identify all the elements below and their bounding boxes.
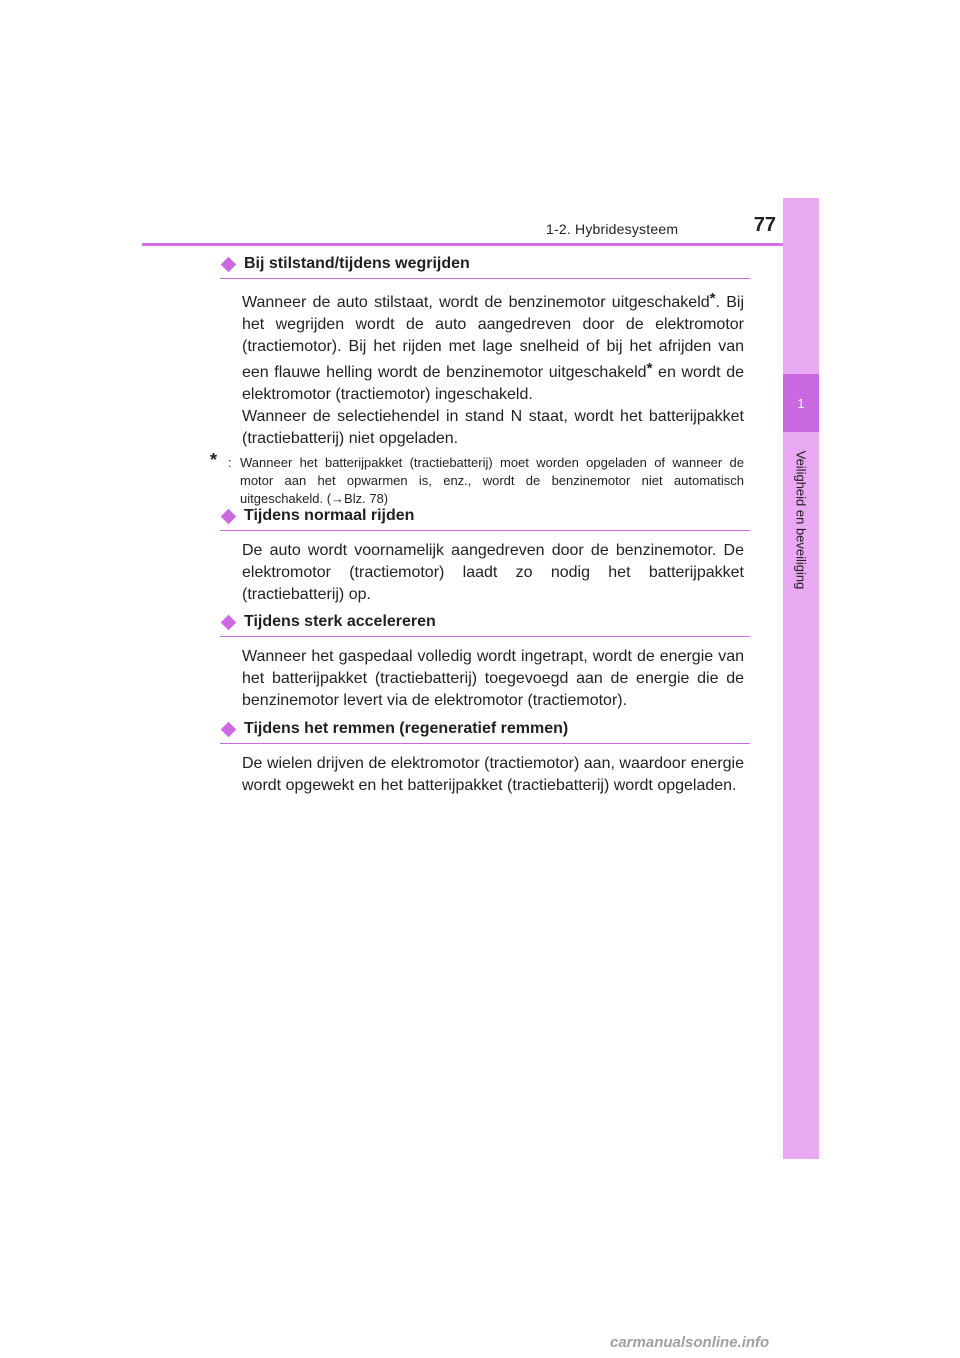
footnote-star-icon: * bbox=[210, 450, 218, 470]
text-run: Wanneer de auto stilstaat, wordt de benzinemotor uitgeschakeld bbox=[242, 294, 710, 311]
text-run: en wordt de elektromotor (tractiemotor) ingeschakeld. bbox=[242, 364, 744, 403]
section-normaal-rijden bbox=[220, 504, 750, 606]
section-title: Bij stilstand/tijdens wegrijden bbox=[244, 255, 470, 272]
section-heading bbox=[220, 610, 750, 637]
text-run: . Bij het wegrijden wordt de auto aangedreven door de elektromotor (tractiemotor). Bij het rijden met lage snelheid of bij het afrijden van een flauwe helling wordt de benzinemotor uitgeschakeld bbox=[242, 294, 745, 381]
chapter-title: 1-2. Hybridesysteem bbox=[546, 221, 679, 237]
diamond-bullet-icon bbox=[221, 256, 237, 272]
chapter-tab-number[interactable]: 1 bbox=[783, 374, 819, 432]
paragraph: Wanneer het gaspedaal volledig wordt ingetrapt, wordt de energie van het batterijpakket (tractiebatterij) toegevoegd aan de energie die de benzinemotor levert via de elektromotor (tractiemotor). bbox=[242, 648, 744, 709]
chapter-tab-label: Veiligheid en beveiliging bbox=[793, 450, 809, 590]
diamond-bullet-icon bbox=[221, 614, 237, 630]
section-body bbox=[242, 288, 744, 450]
chapter-side-tab[interactable] bbox=[783, 198, 819, 1159]
section-stilstand bbox=[210, 252, 750, 508]
section-title: Tijdens normaal rijden bbox=[244, 507, 415, 524]
section-sterk-accelereren bbox=[220, 610, 750, 712]
paragraph bbox=[242, 288, 744, 406]
footnote-star-icon: * bbox=[646, 360, 653, 377]
header-divider bbox=[142, 243, 819, 246]
section-title: Tijdens het remmen (regeneratief remmen) bbox=[244, 720, 569, 737]
footnote-colon: : bbox=[228, 455, 232, 470]
page-number: 77 bbox=[753, 214, 776, 236]
footnote bbox=[210, 450, 744, 508]
section-body bbox=[242, 646, 744, 712]
section-title: Tijdens sterk accelereren bbox=[244, 613, 436, 630]
diamond-bullet-icon bbox=[221, 721, 237, 737]
paragraph: De wielen drijven de elektromotor (tractiemotor) aan, waardoor energie wordt opgewekt en het batterijpakket (tractiebatterij) wordt opgeladen. bbox=[242, 755, 744, 794]
paragraph: De auto wordt voornamelijk aangedreven door de benzinemotor. De elektromotor (tractiemotor) laadt zo nodig het batterijpakket (tractiebatterij) op. bbox=[242, 542, 744, 603]
section-heading bbox=[220, 252, 750, 279]
footnote-text: Wanneer het batterijpakket (tractiebatterij) moet worden opgeladen of wanneer de motor aan het opwarmen is, enz., wordt de benzinemotor niet automatisch uitgeschakeld. (→Blz. 78) bbox=[240, 455, 744, 506]
section-body bbox=[242, 753, 744, 797]
section-remmen bbox=[220, 717, 750, 797]
footnote-star-icon: * bbox=[709, 290, 716, 307]
paragraph: Wanneer de selectiehendel in stand N staat, wordt het batterijpakket (tractiebatterij) niet opgeladen. bbox=[242, 408, 744, 447]
section-body bbox=[242, 540, 744, 606]
diamond-bullet-icon bbox=[221, 508, 237, 524]
section-heading bbox=[220, 717, 750, 744]
section-heading bbox=[220, 504, 750, 531]
watermark: carmanualsonline.info bbox=[610, 1334, 770, 1351]
